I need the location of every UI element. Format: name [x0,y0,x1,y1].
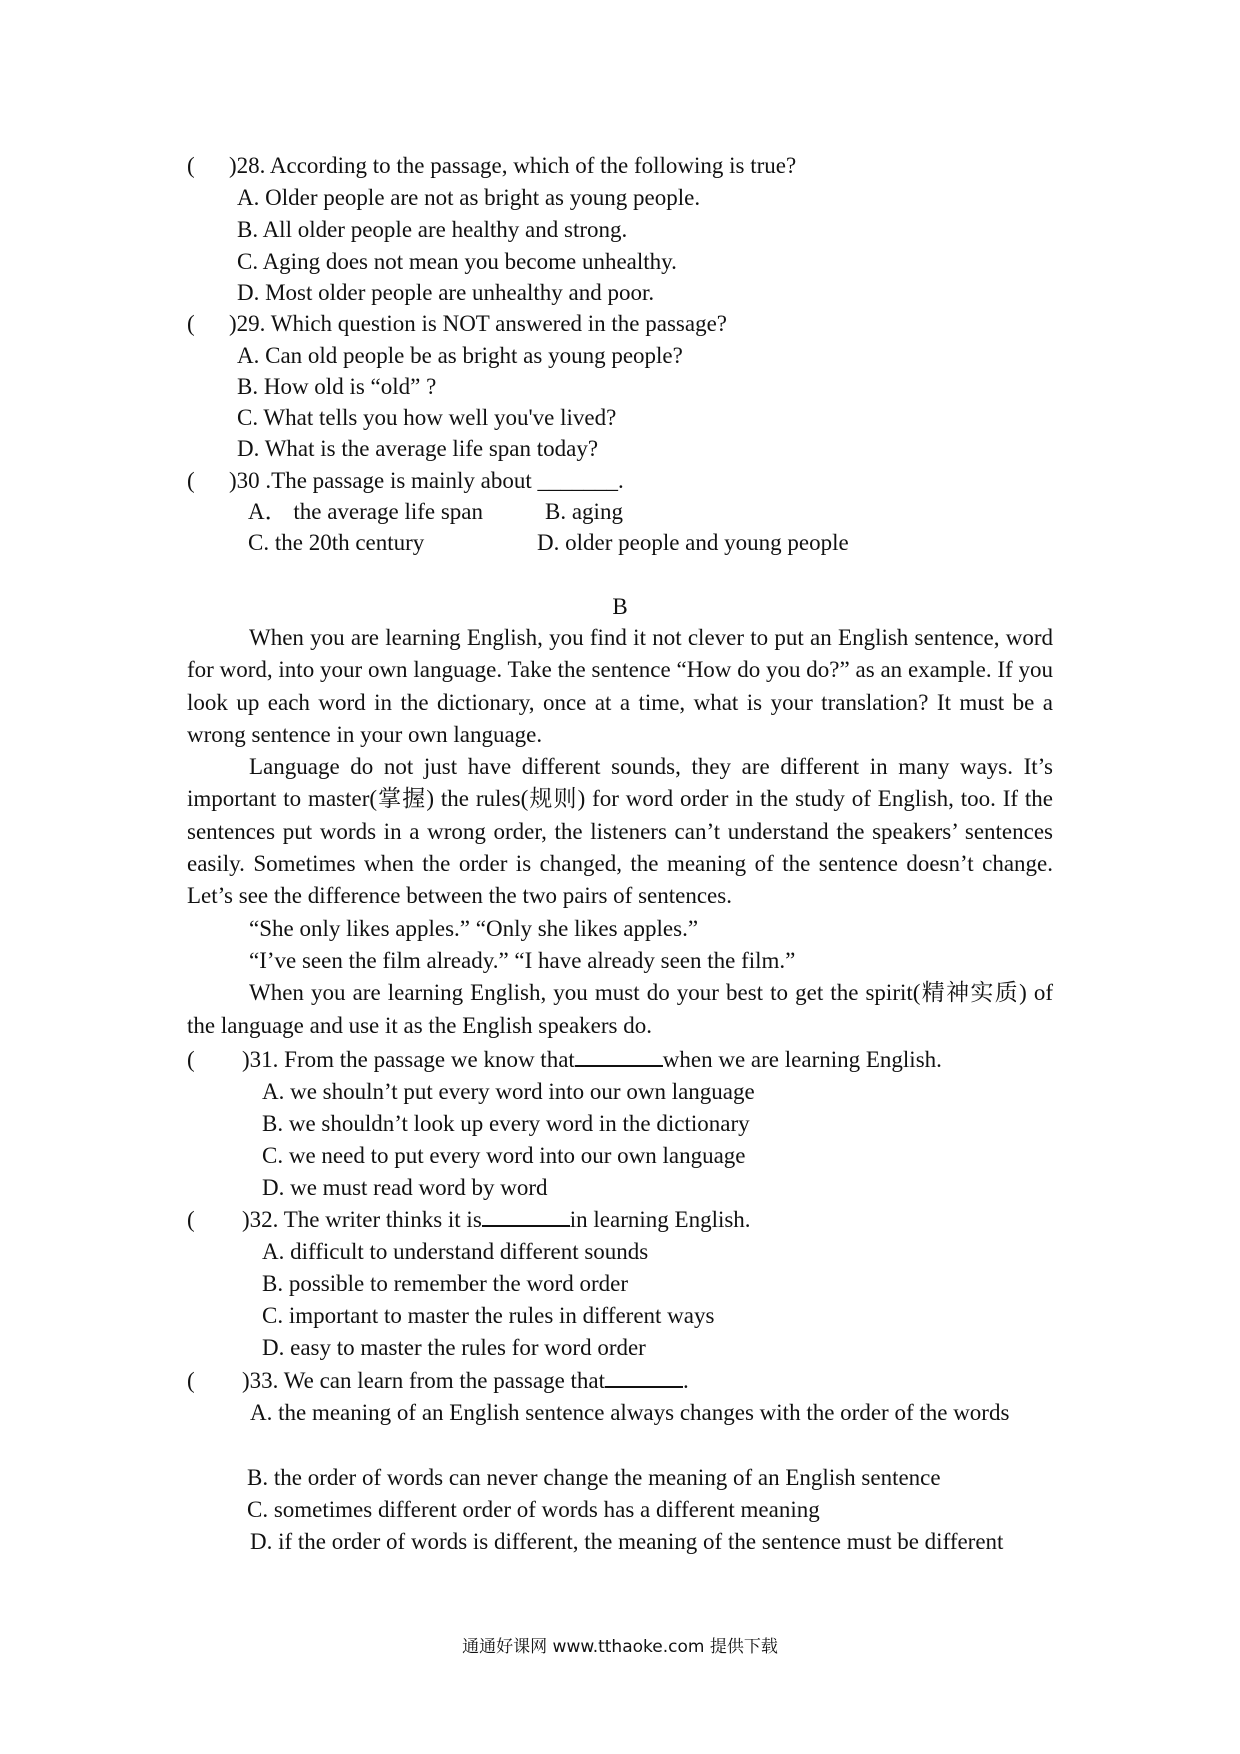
question-stem: )28. According to the passage, which of the following is true? [229,153,797,178]
answer-blank [575,1045,663,1067]
answer-paren: ( [187,311,195,336]
option-a: A． the average life span [248,499,484,524]
question-stem: )30 .The passage is mainly about _______. [229,468,624,493]
page-footer: 通通好课网 www.tthaoke.com 提供下载 [462,1637,778,1657]
question-30 [187,465,624,497]
question-stem: )31. From the passage we know that [242,1047,575,1072]
question-stem: )32. The writer thinks it is [242,1207,482,1232]
option-d: D. we must read word by word [262,1175,548,1200]
option-a: A. Can old people be as bright as young people? [237,343,683,368]
option-c: C. sometimes different order of words has a different meaning [247,1497,820,1522]
answer-blank [605,1366,683,1388]
option-a: A. difficult to understand different sounds [262,1239,649,1264]
option-d: D. easy to master the rules for word order [262,1335,646,1360]
passage-paragraph-3: When you are learning English, you must do your best to get the spirit(精神实质) of the language and use it as the English speakers do. [187,980,1053,1038]
option-a: A. Older people are not as bright as young people. [237,185,701,210]
option-d: D. older people and young people [537,530,849,555]
option-c: C. the 20th century [248,530,425,555]
option-a: A. the meaning of an English sentence always changes with the order of the words [250,1400,1010,1425]
option-c: C. What tells you how well you've lived? [237,405,617,430]
section-heading: B [612,594,628,619]
option-c: C. Aging does not mean you become unhealthy. [237,249,677,274]
reading-passage [187,622,1053,1042]
example-sentences-1: “She only likes apples.” “Only she likes apples.” [249,915,699,941]
option-d: D. What is the average life span today? [237,436,599,461]
option-d: D. Most older people are unhealthy and poor. [237,280,655,305]
option-c: C. important to master the rules in different ways [262,1303,715,1328]
answer-blank [482,1205,570,1227]
option-a: A. we shouln’t put every word into our own language [262,1079,755,1104]
answer-paren: ( [187,1207,195,1232]
answer-paren: ( [187,1047,195,1072]
question-31 [187,1044,942,1076]
question-stem: )33. We can learn from the passage that [242,1368,606,1393]
passage-paragraph-1: When you are learning English, you find it not clever to put an English sentence, word for word, into your own language. Take the sentence “How do you do?” as an example. If you look up each word in the dictionary, once at a time, what is your translation? It must be a wrong sentence in your own language. [187,625,1053,747]
answer-paren: ( [187,1368,195,1393]
question-32 [187,1204,751,1236]
question-stem-end: in learning English. [569,1207,751,1232]
option-d: D. if the order of words is different, the meaning of the sentence must be different [250,1529,1004,1554]
question-stem-end: . [683,1368,689,1393]
question-stem: )29. Which question is NOT answered in the passage? [229,311,728,336]
answer-paren: ( [187,153,195,178]
question-stem-end: when we are learning English. [662,1047,942,1072]
option-c: C. we need to put every word into our own language [262,1143,746,1168]
option-b: B. How old is “old” ? [237,374,437,399]
option-b: B. All older people are healthy and strong. [237,217,628,242]
option-b: B. the order of words can never change the meaning of an English sentence [247,1465,941,1490]
question-33 [187,1365,689,1397]
answer-paren: ( [187,468,195,493]
option-b: B. possible to remember the word order [262,1271,628,1296]
passage-paragraph-2: Language do not just have different sounds, they are different in many ways. It’s important to master(掌握) the rules(规则) for word order in the study of English, too. If the sentences put words in a wrong order, the listeners can’t understand the speakers’ sentences easily. Sometimes when the order is changed, the meaning of the sentence doesn’t change. Let’s see the difference between the two pairs of sentences. [187,754,1053,909]
option-b: B. we shouldn’t look up every word in the dictionary [262,1111,750,1136]
question-28 [187,150,796,182]
option-b: B. aging [545,499,623,524]
question-29 [187,308,727,340]
example-sentences-2: “I’ve seen the film already.” “I have already seen the film.” [249,947,796,973]
